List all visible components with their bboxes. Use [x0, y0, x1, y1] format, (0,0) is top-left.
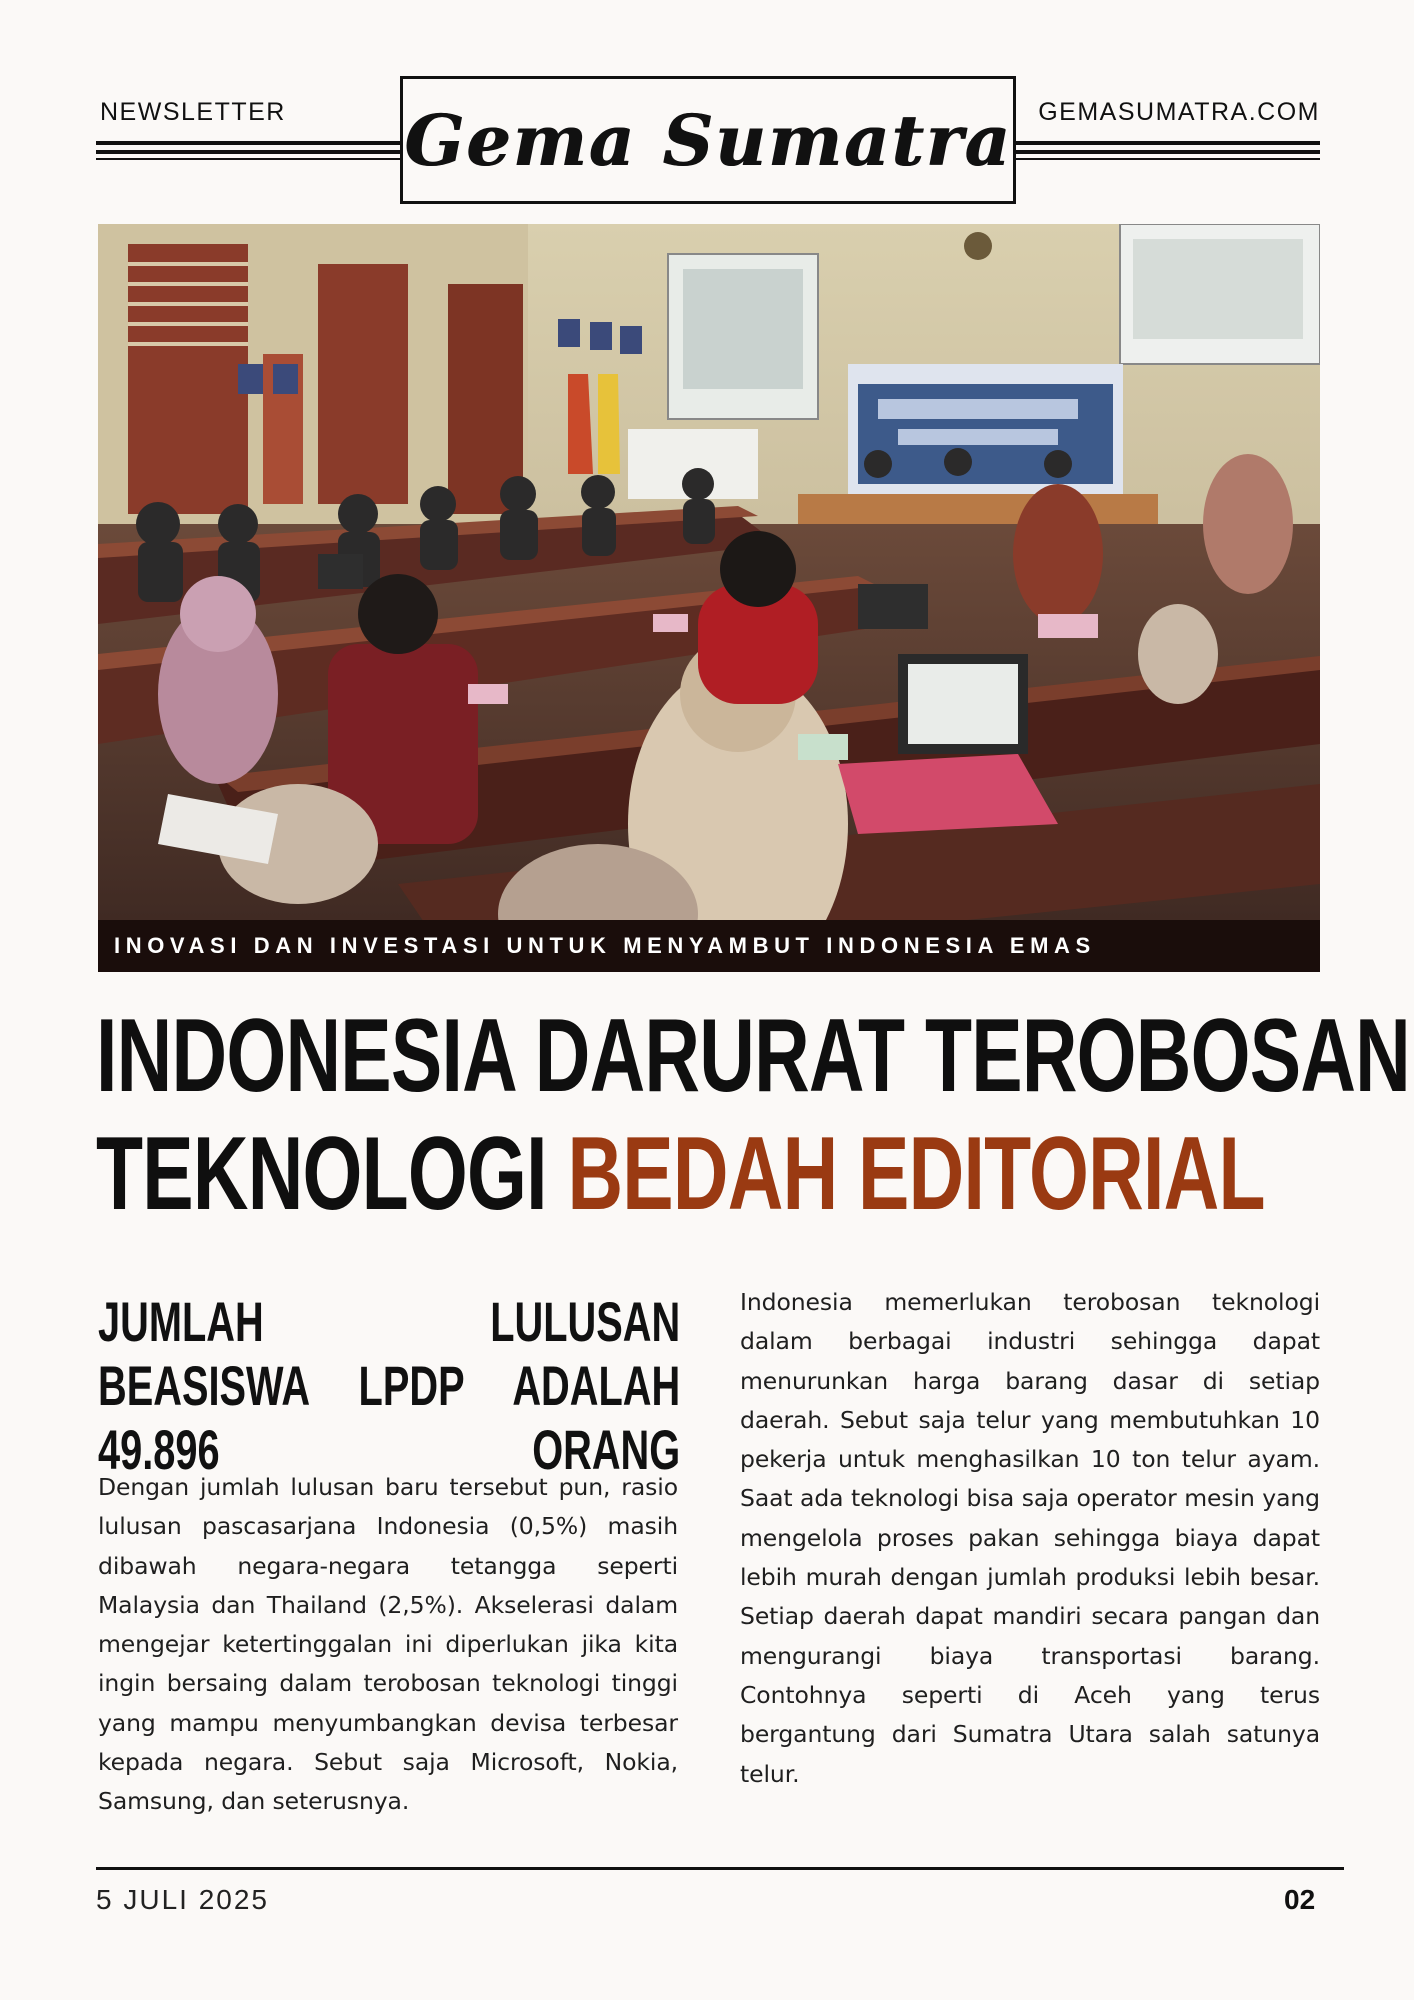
masthead-rule-right: [1014, 141, 1320, 161]
photo-caption-bar: [98, 920, 1320, 972]
right-column-paragraph: Indonesia memerlukan terobosan teknologi dalam berbagai industri sehingga dapat menurunkan harga barang dasar di setiap daerah. Sebut saja telur yang membutuhkan 10 pekerja untuk menghasilkan 10 ton telur ayam. Saat ada teknologi bisa saja operator mesin yang mengelola proses pakan sehingga biaya dapat lebih murah dengan jumlah produksi lebih besar. Setiap daerah dapat mandiri secara pangan dan mengurangi biaya transportasi barang. Contohnya seperti di Aceh yang terus bergantung dari Sumatra Utara salah satunya telur.: [740, 1288, 1320, 1788]
footer-divider: [96, 1867, 1344, 1870]
left-column-paragraph: Dengan jumlah lulusan baru tersebut pun, rasio lulusan pascasarjana Indonesia (0,5%) masih dibawah negara-negara tetangga seperti Malaysia dan Thailand (2,5%). Akselerasi dalam mengejar ketertinggalan ini diperlukan jika kita ingin bersaing dalam terobosan teknologi tinggi yang mampu menyumbangkan devisa terbesar kepada negara. Sebut saja Microsoft, Nokia, Samsung, dan seterusnya.: [98, 1473, 678, 1816]
headline-line-2: [96, 1118, 1265, 1230]
headline-accent: BEDAH EDITORIAL: [567, 1116, 1265, 1232]
newspaper-title: Gema Sumatra: [404, 98, 1012, 182]
article-subhead: JUMLAH LULUSAN BEASISWA LPDP ADALAH 49.896 ORANG: [98, 1290, 681, 1481]
article-photo: [98, 224, 1320, 972]
page-number: 02: [1284, 1884, 1316, 1915]
photo-caption: INOVASI DAN INVESTASI UNTUK MENYAMBUT INDONESIA EMAS: [114, 933, 1096, 958]
website-label[interactable]: GEMASUMATRA.COM: [1038, 98, 1320, 126]
headline-line-1: INDONESIA DARURAT TEROBOSAN: [96, 998, 1411, 1114]
headline-main-word: TEKNOLOGI: [96, 1116, 547, 1232]
masthead-title-box: [400, 76, 1016, 204]
masthead-rule-left: [96, 141, 400, 161]
newsletter-label: NEWSLETTER: [100, 98, 286, 126]
publication-date: 5 JULI 2025: [96, 1884, 269, 1915]
